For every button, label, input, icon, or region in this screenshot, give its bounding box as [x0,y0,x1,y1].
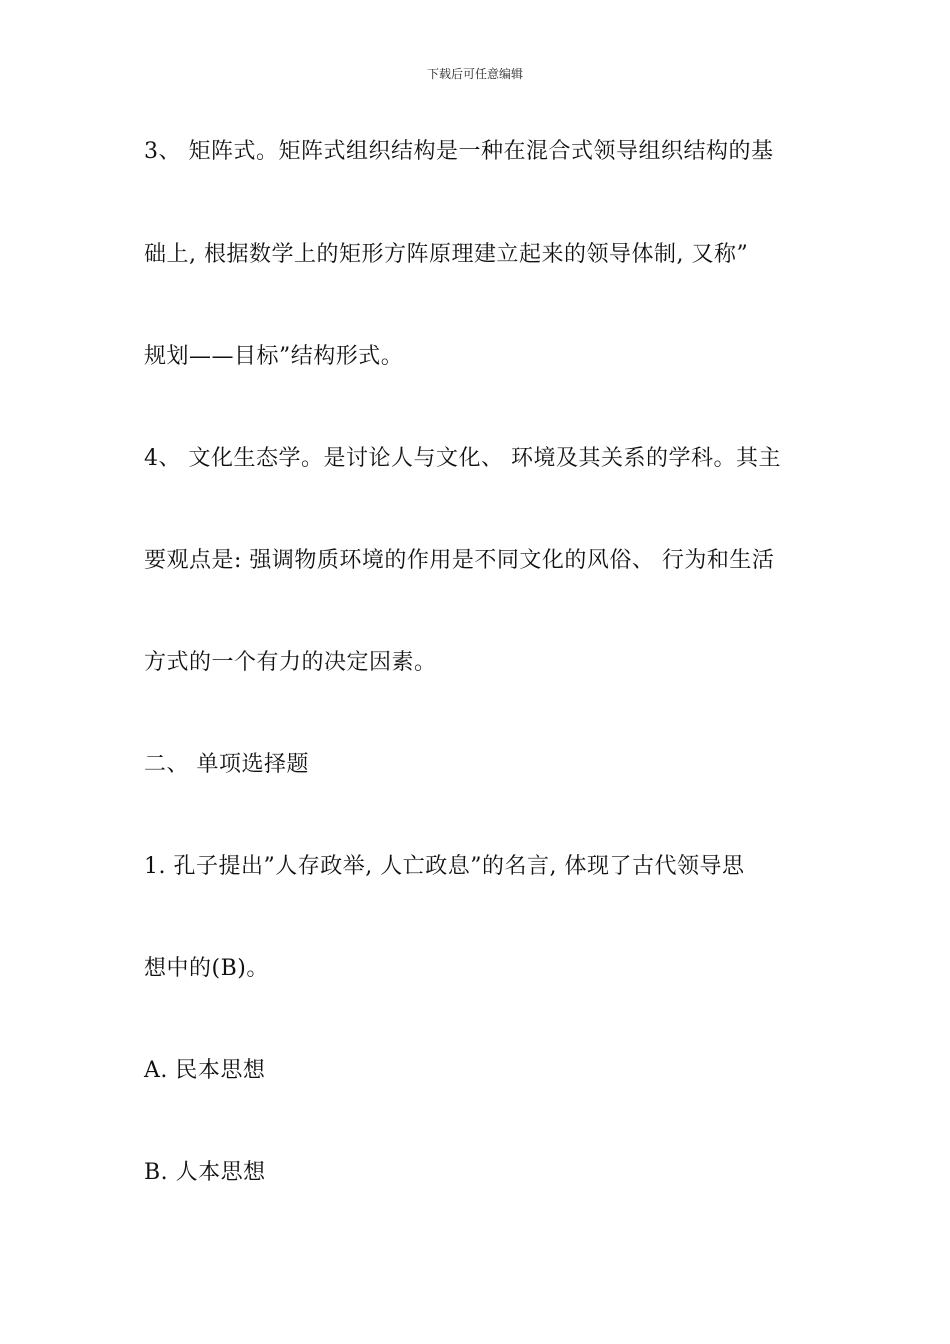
text-line: 规划——目标”结构形式。 [144,344,404,369]
text-line: 3、 矩阵式。矩阵式组织结构是一种在混合式领导组织结构的基 [144,139,774,164]
text-line: 方式的一个有力的决定因素。 [144,650,437,675]
text-line: 要观点是: 强调物质环境的作用是不同文化的风俗、 行为和生活 [144,548,775,573]
text-line: 础上, 根据数学上的矩形方阵原理建立起来的领导体制, 又称” [144,242,749,267]
section-heading: 二、 单项选择题 [144,752,309,777]
question-text: 1. 孔子提出”人存政举, 人亡政息”的名言, 体现了古代领导思 [144,854,745,879]
page-header: 下载后可任意编辑 [426,67,523,81]
question-text: 想中的(B)。 [144,956,269,981]
text-line: 4、 文化生态学。是讨论人与文化、 环境及其关系的学科。其主 [144,446,781,471]
option-b: B. 人本思想 [144,1160,266,1185]
option-a: A. 民本思想 [144,1058,266,1083]
